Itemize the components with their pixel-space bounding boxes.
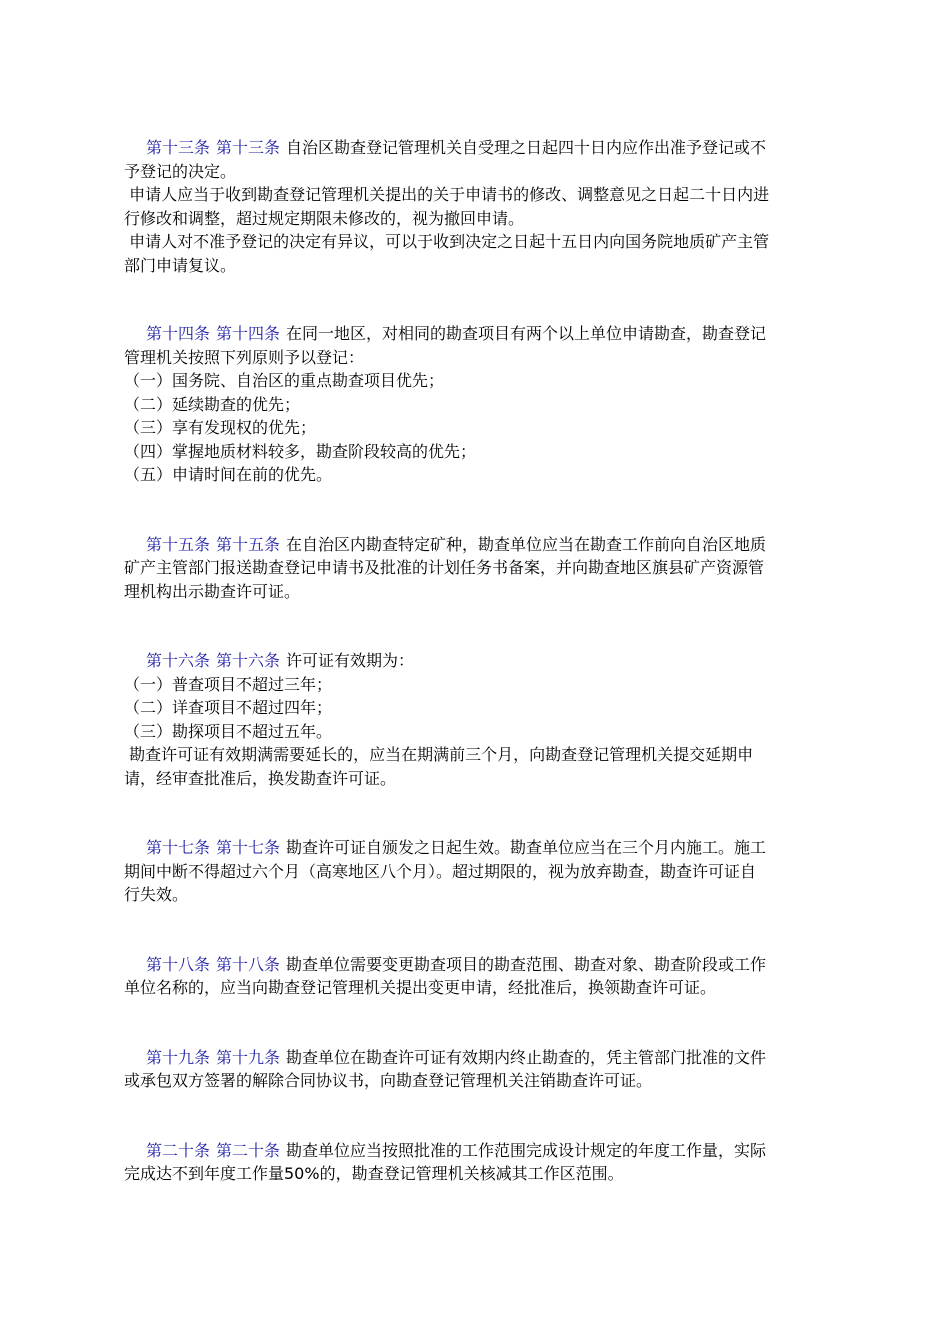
article-number-link[interactable]: 第十五条 xyxy=(216,534,281,554)
article-line: 申请人应当于收到勘查登记管理机关提出的关于申请书的修改、调整意见之日起二十日内进 xyxy=(124,185,770,204)
article-number-link[interactable]: 第十六条 xyxy=(216,651,281,670)
article-first-line xyxy=(124,649,836,673)
article-list-item: （一）国务院、自治区的重点勘查项目优先； xyxy=(124,371,445,390)
article-line: 理机构出示勘查许可证。 xyxy=(124,581,301,601)
article-first-line xyxy=(124,1046,836,1070)
article-line: 管理机关按照下列原则予以登记： xyxy=(124,347,365,367)
article-line: 请，经审查批准后，换发勘查许可证。 xyxy=(124,768,397,788)
article-list-item: （一）普查项目不超过三年； xyxy=(124,674,333,694)
article-first-line xyxy=(124,953,836,977)
article-line: 矿产主管部门报送勘查登记申请书及批准的计划任务书备案，并向勘查地区旗县矿产资源管 xyxy=(124,558,765,577)
article-line: 部门申请复议。 xyxy=(124,255,237,275)
article-number-link[interactable]: 第十三条 xyxy=(216,138,281,157)
article-line: 勘查许可证有效期满需要延长的，应当在期满前三个月，向勘查登记管理机关提交延期申 xyxy=(124,745,754,764)
article-text: 自治区勘查登记管理机关自受理之日起四十日内应作出准予登记或不 xyxy=(286,138,767,157)
article-first-line xyxy=(124,1139,836,1163)
article-number-link[interactable]: 第十四条 xyxy=(216,324,281,343)
article-list-item: （三）享有发现权的优先； xyxy=(124,418,317,437)
article-15 xyxy=(124,533,836,604)
article-list-item: （五）申请时间在前的优先。 xyxy=(124,465,333,484)
article-list-item: （二）延续勘查的优先； xyxy=(124,394,301,414)
article-list-item: （三）勘探项目不超过五年。 xyxy=(124,721,333,741)
article-19 xyxy=(124,1046,836,1093)
article-text: 勘查单位在勘查许可证有效期内终止勘查的，凭主管部门批准的文件 xyxy=(286,1047,767,1067)
article-number-link[interactable]: 第二十条 xyxy=(216,1140,281,1160)
document-page xyxy=(124,136,836,1186)
article-first-line xyxy=(124,836,836,860)
article-line: 行失效。 xyxy=(124,885,189,904)
article-number-link[interactable]: 第十七条 xyxy=(146,838,211,857)
article-first-line xyxy=(124,322,836,346)
article-17 xyxy=(124,836,836,907)
article-14 xyxy=(124,322,836,487)
article-text: 在同一地区，对相同的勘查项目有两个以上单位申请勘查，勘查登记 xyxy=(286,324,767,343)
article-number-link[interactable]: 第十八条 xyxy=(146,954,211,974)
article-number-link[interactable]: 第十六条 xyxy=(146,651,211,670)
article-text: 勘查单位需要变更勘查项目的勘查范围、勘查对象、勘查阶段或工作 xyxy=(286,954,767,974)
article-line: 期间中断不得超过六个月（高寒地区八个月）。超过期限的，视为放弃勘查，勘查许可证自 xyxy=(124,861,757,881)
article-list-item: （二）详查项目不超过四年； xyxy=(124,698,333,717)
article-number-link[interactable]: 第十四条 xyxy=(146,324,211,343)
article-list-item: （四）掌握地质材料较多，勘查阶段较高的优先； xyxy=(124,441,477,461)
article-number-link[interactable]: 第十九条 xyxy=(146,1047,211,1067)
article-number-link[interactable]: 第二十条 xyxy=(146,1140,211,1160)
article-first-line xyxy=(124,136,836,160)
article-line: 行修改和调整，超过规定期限未修改的，视为撤回申请。 xyxy=(124,208,525,228)
article-number-link[interactable]: 第十九条 xyxy=(216,1047,281,1067)
article-line: 完成达不到年度工作量50%的，勘查登记管理机关核减其工作区范围。 xyxy=(124,1164,624,1183)
article-text: 许可证有效期为： xyxy=(286,651,415,670)
article-number-link[interactable]: 第十三条 xyxy=(146,138,211,157)
article-20 xyxy=(124,1139,836,1186)
article-13 xyxy=(124,136,836,277)
article-16 xyxy=(124,649,836,790)
article-18 xyxy=(124,953,836,1000)
article-text: 勘查单位应当按照批准的工作范围完成设计规定的年度工作量，实际 xyxy=(286,1140,767,1160)
article-first-line xyxy=(124,533,836,557)
article-line: 申请人对不准予登记的决定有异议，可以于收到决定之日起十五日内向国务院地质矿产主管 xyxy=(124,232,770,251)
article-text: 勘查许可证自颁发之日起生效。勘查单位应当在三个月内施工。施工 xyxy=(286,838,767,857)
article-line: 或承包双方签署的解除合同协议书，向勘查登记管理机关注销勘查许可证。 xyxy=(124,1071,653,1090)
article-number-link[interactable]: 第十七条 xyxy=(216,838,281,857)
article-number-link[interactable]: 第十五条 xyxy=(146,534,211,554)
article-line: 单位名称的，应当向勘查登记管理机关提出变更申请，经批准后，换领勘查许可证。 xyxy=(124,978,717,997)
article-number-link[interactable]: 第十八条 xyxy=(216,954,281,974)
article-text: 在自治区内勘查特定矿种，勘查单位应当在勘查工作前向自治区地质 xyxy=(286,534,767,554)
article-line: 予登记的决定。 xyxy=(124,161,237,181)
